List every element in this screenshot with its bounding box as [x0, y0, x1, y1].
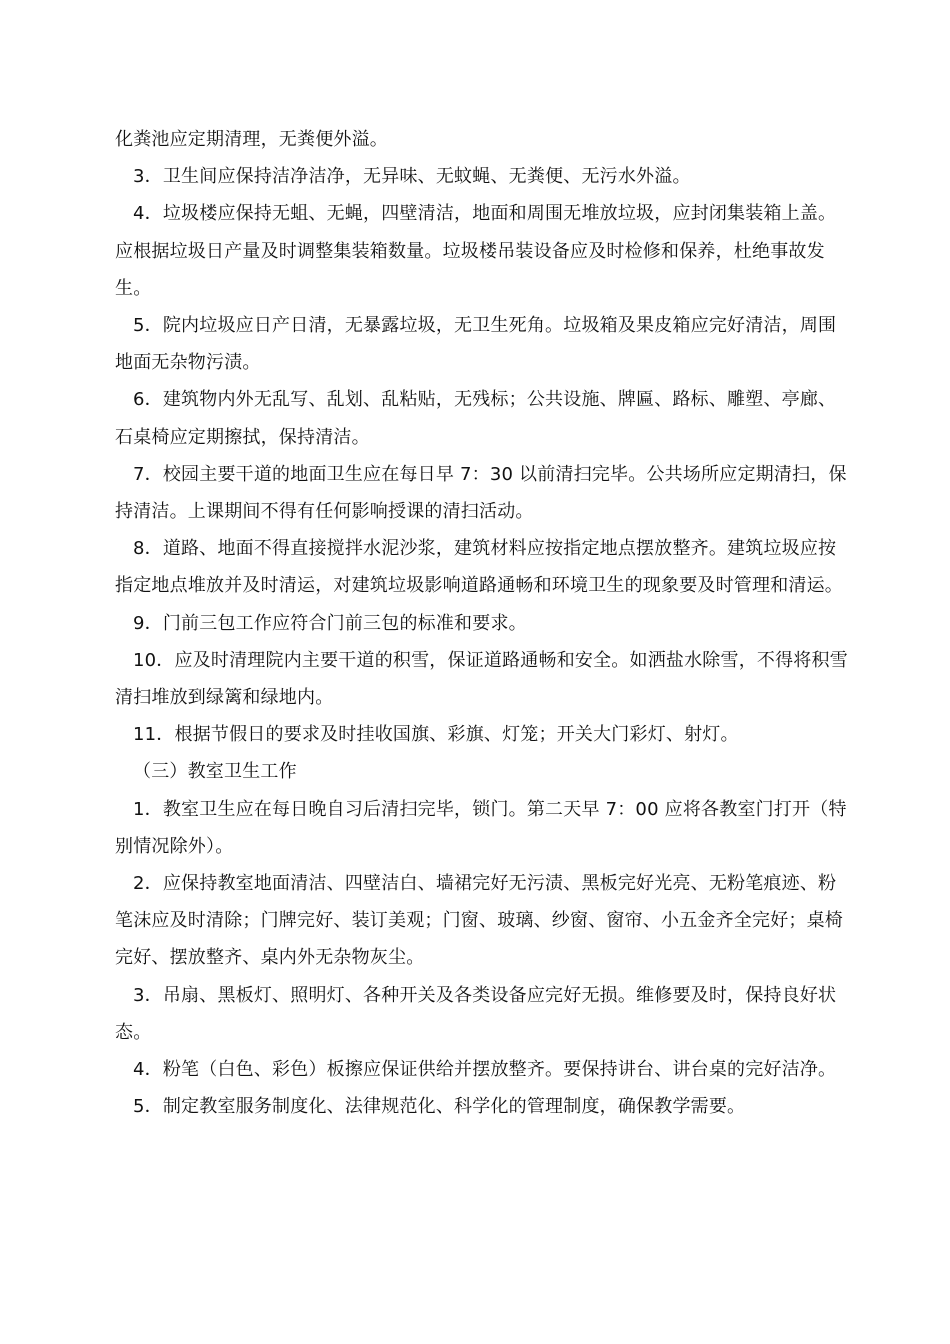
- section-heading-classroom: （三）教室卫生工作: [133, 761, 297, 783]
- document-body: [115, 121, 850, 1125]
- paragraph-classroom-item-1: 1．教室卫生应在每日晚自习后清扫完毕，锁门。第二天早 7：00 应将各教室门打开（特别情况除外）。: [115, 798, 847, 857]
- paragraph-septic-tank: 化粪池应定期清理，无粪便外溢。: [115, 129, 388, 150]
- paragraph-item-5-courtyard-garbage: 5．院内垃圾应日产日清，无暴露垃圾，无卫生死角。垃圾箱及果皮箱应完好清洁，周围地面无杂物污渍。: [115, 315, 837, 374]
- paragraph-classroom-item-4: 4．粉笔（白色、彩色）板擦应保证供给并摆放整齐。要保持讲台、讲台桌的完好洁净。: [133, 1059, 837, 1081]
- paragraph-item-7-main-roads: 7．校园主要干道的地面卫生应在每日早 7：30 以前清扫完毕。公共场所应定期清扫，保持清洁。上课期间不得有任何影响授课的清扫活动。: [115, 463, 847, 523]
- paragraph-classroom-item-2: 2．应保持教室地面清洁、四壁洁白、墙裙完好无污渍、黑板完好光亮、无粉笔痕迹、粉笔沫应及时清除；门牌完好、装订美观；门窗、玻璃、纱窗、窗帘、小五金齐全完好；桌椅完好、摆放整齐、桌内外无杂物灰尘。: [115, 873, 843, 969]
- paragraph-item-3-restroom: 3．卫生间应保持洁净洁净，无异味、无蚊蝇、无粪便、无污水外溢。: [133, 166, 691, 188]
- paragraph-item-11-holidays: 11．根据节假日的要求及时挂收国旗、彩旗、灯笼；开关大门彩灯、射灯。: [133, 724, 739, 746]
- paragraph-item-8-construction: 8．道路、地面不得直接搅拌水泥沙浆，建筑材料应按指定地点摆放整齐。建筑垃圾应按指定地点堆放并及时清运，对建筑垃圾影响道路通畅和环境卫生的现象要及时管理和清运。: [115, 538, 843, 597]
- paragraph-classroom-item-3: 3．吊扇、黑板灯、照明灯、各种开关及各类设备应完好无损。维修要及时，保持良好状态。: [115, 984, 837, 1043]
- paragraph-classroom-item-5: 5．制定教室服务制度化、法律规范化、科学化的管理制度，确保教学需要。: [133, 1096, 746, 1118]
- paragraph-item-10-snow: 10．应及时清理院内主要干道的积雪，保证道路通畅和安全。如洒盐水除雪，不得将积雪清扫堆放到绿篱和绿地内。: [115, 649, 848, 709]
- paragraph-item-4-garbage-building: 4．垃圾楼应保持无蛆、无蝇，四壁清洁，地面和周围无堆放垃圾，应封闭集装箱上盖。应根据垃圾日产量及时调整集装箱数量。垃圾楼吊装设备应及时检修和保养，杜绝事故发生。: [115, 203, 837, 299]
- paragraph-item-9-front-door: 9．门前三包工作应符合门前三包的标准和要求。: [133, 612, 527, 634]
- paragraph-item-6-buildings: 6．建筑物内外无乱写、乱划、乱粘贴，无残标；公共设施、牌匾、路标、雕塑、亭廊、石桌椅应定期擦拭，保持清洁。: [115, 389, 837, 448]
